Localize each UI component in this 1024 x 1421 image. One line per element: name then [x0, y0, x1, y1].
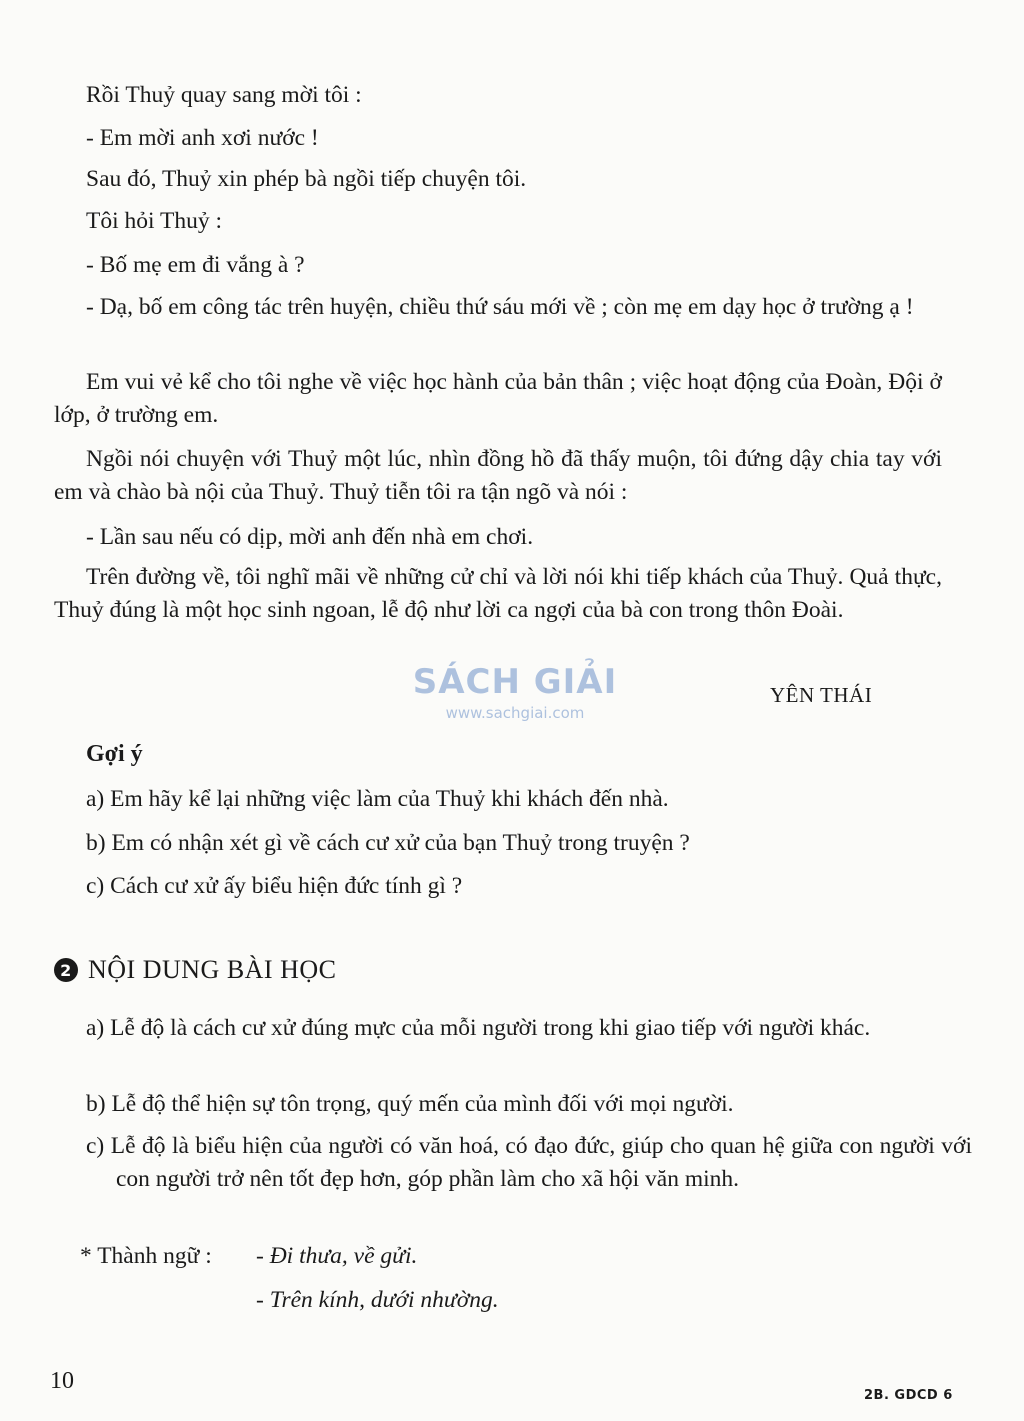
book-code: 2B. GDCD 6	[864, 1388, 953, 1403]
story-paragraph: - Dạ, bố em công tác trên huyện, chiều thứ sáu mới về ; còn mẹ em dạy học ở trường ạ !	[86, 294, 914, 320]
idiom-2: - Trên kính, dưới nhường.	[256, 1287, 499, 1313]
story-line: Tôi hỏi Thuỷ :	[86, 208, 222, 234]
hint-item: b) Em có nhận xét gì về cách cư xử của bạn Thuỷ trong truyện ?	[86, 830, 690, 856]
idiom-label: * Thành ngữ :	[80, 1243, 212, 1269]
story-line: - Em mời anh xơi nước !	[86, 125, 319, 151]
hint-item: a) Em hãy kể lại những việc làm của Thuỷ khi khách đến nhà.	[86, 786, 669, 812]
story-line: - Bố mẹ em đi vắng à ?	[86, 252, 305, 278]
lesson-item: c) Lễ độ là biểu hiện của người có văn hoá, có đạo đức, giúp cho quan hệ giữa con người với con người trở nên tốt đẹp hơn, góp phần làm cho xã hội văn minh.	[86, 1133, 972, 1192]
watermark-url: www.sachgiai.com	[445, 704, 585, 722]
story-author: YÊN THÁI	[770, 683, 873, 707]
hint-item: c) Cách cư xử ấy biểu hiện đức tính gì ?	[86, 873, 463, 899]
idiom-1: - Đi thưa, về gửi.	[256, 1243, 418, 1269]
page-number: 10	[50, 1368, 74, 1394]
lesson-item: b) Lễ độ thể hiện sự tôn trọng, quý mến của mình đối với mọi người.	[86, 1091, 734, 1117]
lesson-title: NỘI DUNG BÀI HỌC	[88, 955, 337, 984]
story-line: - Lần sau nếu có dịp, mời anh đến nhà em chơi.	[86, 524, 534, 550]
lesson-item: a) Lễ độ là cách cư xử đúng mực của mỗi người trong khi giao tiếp với người khác.	[86, 1015, 871, 1041]
section-number-badge: 2	[54, 958, 78, 982]
story-paragraph: Ngồi nói chuyện với Thuỷ một lúc, nhìn đồng hồ đã thấy muộn, tôi đứng dậy chia tay với em và chào bà nội của Thuỷ. Thuỷ tiễn tôi ra tận ngõ và nói :	[54, 446, 942, 505]
hints-title: Gợi ý	[86, 741, 143, 767]
story-paragraph: Trên đường về, tôi nghĩ mãi về những cử chỉ và lời nói khi tiếp khách của Thuỷ. Quả thực, Thuỷ đúng là một học sinh ngoan, lễ độ như lời ca ngợi của bà con trong thôn Đoài.	[54, 564, 942, 623]
story-paragraph: Em vui vẻ kể cho tôi nghe về việc học hành của bản thân ; việc hoạt động của Đoàn, Đội ở lớp, ở trường em.	[54, 369, 942, 428]
lesson-heading	[54, 955, 337, 985]
watermark-logo: SÁCH GIẢI	[412, 662, 618, 702]
story-line: Sau đó, Thuỷ xin phép bà ngồi tiếp chuyện tôi.	[86, 166, 527, 192]
watermark	[410, 662, 620, 722]
story-line: Rồi Thuỷ quay sang mời tôi :	[86, 82, 362, 108]
